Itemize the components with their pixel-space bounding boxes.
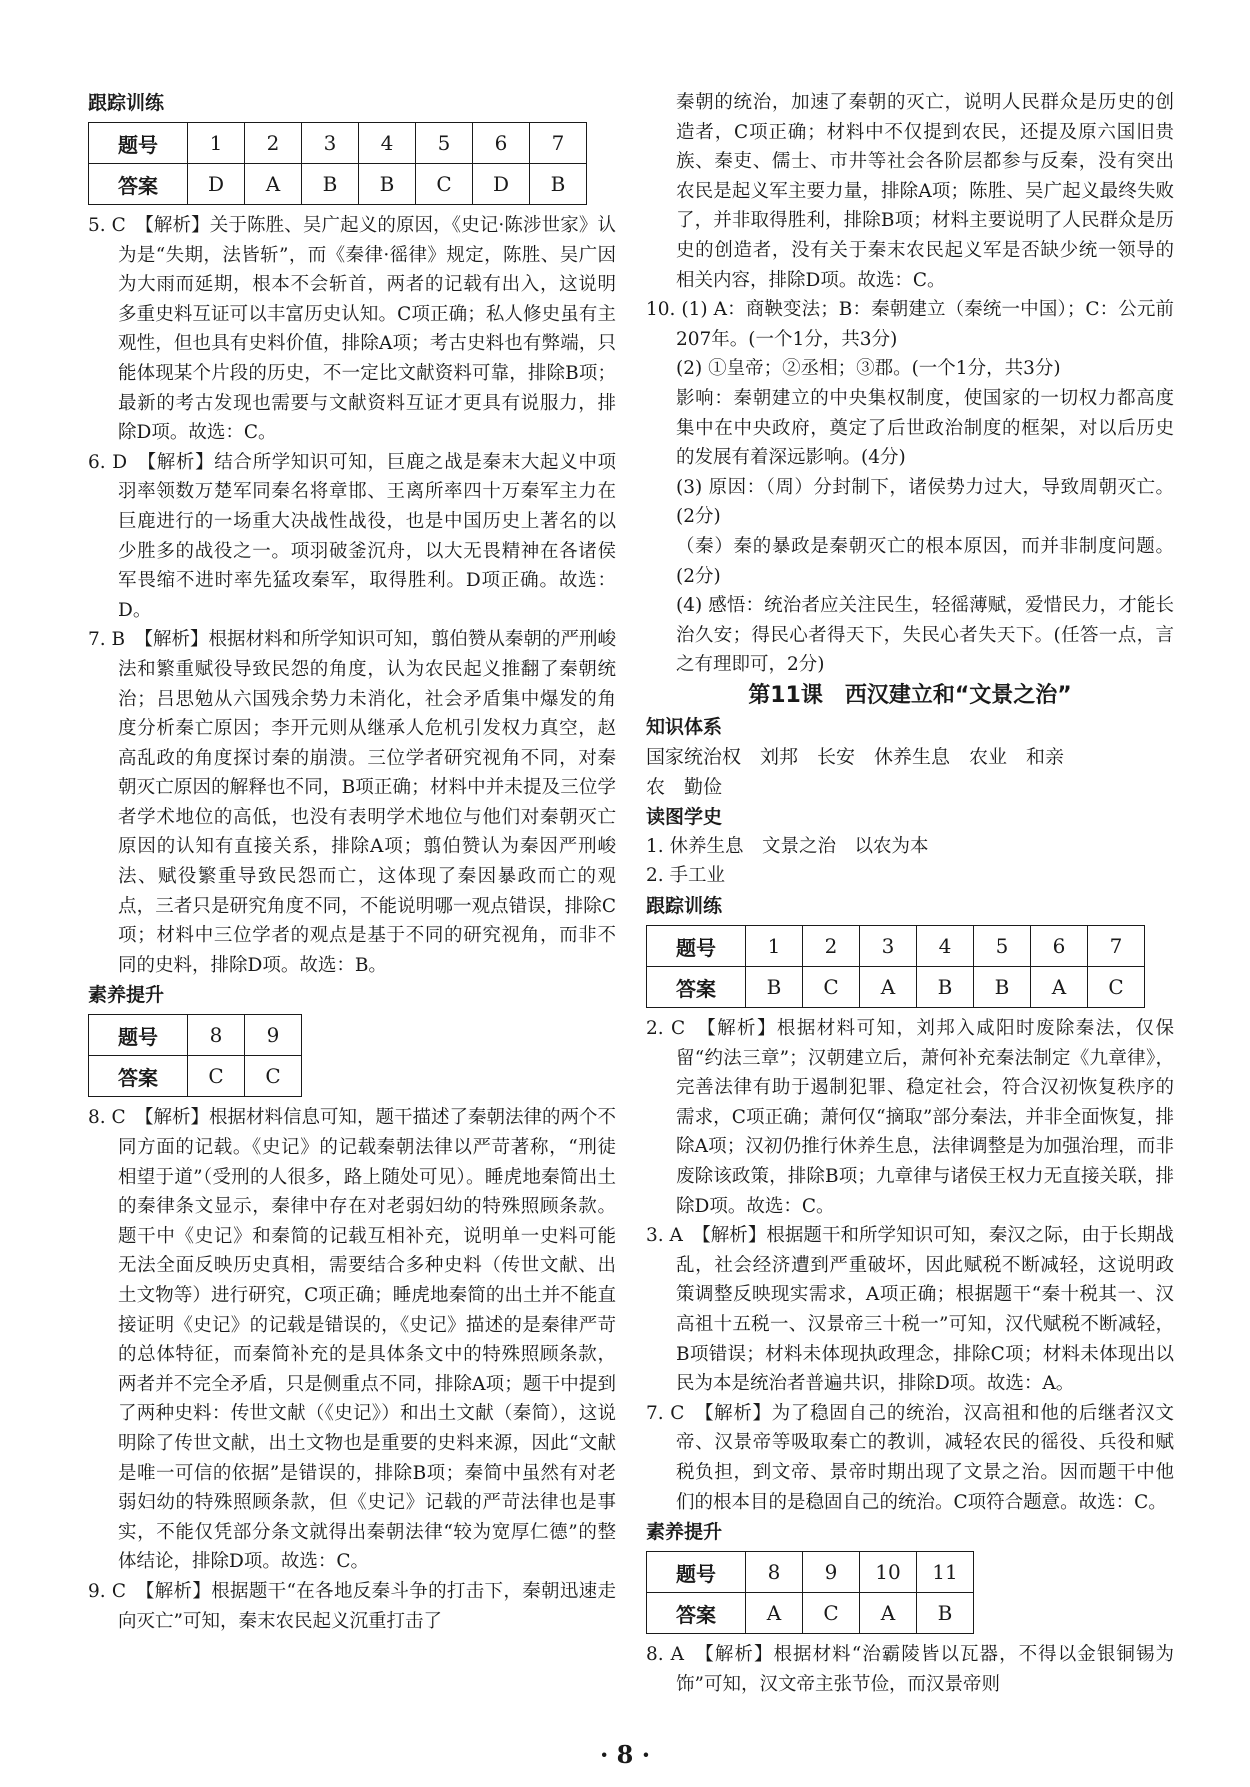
table-cell: B <box>974 967 1031 1008</box>
answer-q5: 5. C 【解析】关于陈胜、吴广起义的原因，《史记·陈涉世家》认为是“失期，法皆斩”，而《秦律·徭律》规定，陈胜、吴广因为大雨而延期，根本不会斩首，两者的记载有出入，这说明多重史料互证可以丰富历史认知。C项正确；私人修史虽有主观性，但也具有史料价值，排除A项；考古史料也有弊端，只能体现某个片段的历史，不一定比文献资料可靠，排除B项；最新的考古发现也需要与文献资料互证才更具有说服力，排除D项。故选：C。 <box>88 215 616 444</box>
answer-table-2 <box>88 1014 302 1097</box>
table-cell: A <box>860 967 917 1008</box>
answer-q6: 6. D 【解析】结合所学知识可知，巨鹿之战是秦末大起义中项羽率领数万楚军同秦名将章邯、王离所率四十万秦军主力在巨鹿进行的一场重大决战性战役，也是中国历史上著名的以少胜多的战役之一。项羽破釜沉舟，以大无畏精神在各诸侯军畏缩不进时率先猛攻秦军，取得胜利。D项正确。故选：D。 <box>88 451 616 621</box>
table-cell: B <box>917 967 974 1008</box>
table-cell: C <box>803 1593 860 1634</box>
section-title-knowledge: 知识体系 <box>646 715 723 738</box>
table-cell: 1 <box>746 926 803 967</box>
table-row <box>647 926 1145 967</box>
knowledge-keywords-line2: 农 勤俭 <box>646 775 723 798</box>
table-cell: B <box>530 164 587 205</box>
table-cell: 3 <box>302 123 359 164</box>
page-number: · 8 · <box>599 1740 651 1769</box>
table-cell: 2 <box>803 926 860 967</box>
table-header: 答案 <box>647 967 746 1008</box>
knowledge-keywords-line1: 国家统治权 刘邦 长安 休养生息 农业 和亲 <box>646 745 1065 768</box>
answer-q9: 9. C 【解析】根据题干“在各地反秦斗争的打击下，秦朝迅速走向灭亡”可知，秦末农民起义沉重打击了 <box>88 1580 616 1632</box>
table-cell: A <box>860 1593 917 1634</box>
table-header: 答案 <box>89 164 188 205</box>
table-cell: C <box>416 164 473 205</box>
section-title-literacy: 素养提升 <box>88 984 165 1007</box>
table-cell: B <box>302 164 359 205</box>
table-cell: 6 <box>1031 926 1088 967</box>
lesson-title: 第11课 西汉建立和“文景之治” <box>748 682 1072 708</box>
table-row <box>89 123 587 164</box>
answer-q10-part2: (2) ①皇帝；②丞相；③郡。(一个1分，共3分) <box>676 358 1061 380</box>
table-cell: B <box>917 1593 974 1634</box>
table-row <box>89 164 587 205</box>
table-cell: C <box>803 967 860 1008</box>
table-cell: 4 <box>359 123 416 164</box>
answer-q10-part4: (4) 感悟：统治者应关注民生，轻徭薄赋，爱惜民力，才能长治久安；得民心者得天下，失民心者失天下。(任答一点，言之有理即可，2分) <box>676 595 1174 676</box>
table-header: 题号 <box>89 1015 188 1056</box>
table-cell: 7 <box>1088 926 1145 967</box>
table-cell: 1 <box>188 123 245 164</box>
table-cell: 6 <box>473 123 530 164</box>
table-cell: 5 <box>416 123 473 164</box>
table-header: 答案 <box>89 1056 188 1097</box>
table-header: 题号 <box>89 123 188 164</box>
table-cell: A <box>245 164 302 205</box>
table-cell: D <box>473 164 530 205</box>
answer-q7: 7. B 【解析】根据材料和所学知识可知，翦伯赞从秦朝的严刑峻法和繁重赋役导致民怨的角度，认为农民起义推翻了秦朝统治；吕思勉从六国残余势力未消化，社会矛盾集中爆发的角度分析秦亡原因；李开元则从继承人危机引发权力真空，赵高乱政的角度探讨秦的崩溃。三位学者研究视角不同，对秦朝灭亡原因的解释也不同，B项正确；材料中并未提及三位学者学术地位的高低，也没有表明学术地位与他们对秦朝灭亡原因的认知有直接关系，排除A项；翦伯赞认为秦因严刑峻法、赋役繁重导致民怨而亡，这体现了秦因暴政而亡的观点，三者只是研究角度不同，不能说明哪一观点错误，排除C项；材料中三位学者的观点是基于不同的研究视角，而非不同的史料，排除D项。故选：B。 <box>88 629 616 976</box>
table-row <box>647 1552 974 1593</box>
table-cell: B <box>746 967 803 1008</box>
table-header: 答案 <box>647 1593 746 1634</box>
section-title-read-map: 读图学史 <box>646 805 723 828</box>
right-column <box>646 88 1174 1699</box>
answer-q10-part1: 10. (1) A：商鞅变法；B：秦朝建立（秦统一中国）；C：公元前207年。(一个1分，共3分) <box>646 299 1174 350</box>
table-cell: C <box>245 1056 302 1097</box>
answer-table-1 <box>88 122 587 205</box>
read-map-item-1: 1. 休养生息 文景之治 以农为本 <box>646 835 929 857</box>
table-cell: 11 <box>917 1552 974 1593</box>
table-cell: 2 <box>245 123 302 164</box>
answer-q10-part3-qin: （秦）秦的暴政是秦朝灭亡的根本原因，而并非制度问题。(2分) <box>676 535 1174 587</box>
table-cell: 4 <box>917 926 974 967</box>
read-map-item-2: 2. 手工业 <box>646 865 726 887</box>
table-cell: A <box>746 1593 803 1634</box>
answer-table-3 <box>646 925 1145 1008</box>
section-title-tracking: 跟踪训练 <box>88 92 165 114</box>
table-cell: 8 <box>746 1552 803 1593</box>
table-cell: 9 <box>245 1015 302 1056</box>
answer-r7: 7. C 【解析】为了稳固自己的统治，汉高祖和他的后继者汉文帝、汉景帝等吸取秦亡的教训，减轻农民的徭役、兵役和赋税负担，到文帝、景帝时期出现了文景之治。因而题干中他们的根本目的是稳固自己的统治。C项符合题意。故选：C。 <box>646 1402 1174 1513</box>
table-cell: 9 <box>803 1552 860 1593</box>
answer-q9-continued: 秦朝的统治，加速了秦朝的灭亡，说明人民群众是历史的创造者，C项正确；材料中不仅提到农民，还提及原六国旧贵族、秦吏、儒士、市井等社会各阶层都参与反秦，没有突出农民是起义军主要力量，排除A项；陈胜、吴广起义最终失败了，并非取得胜利，排除B项；材料主要说明了人民群众是历史的创造者，没有关于秦末农民起义军是否缺少统一领导的相关内容，排除D项。故选：C。 <box>676 92 1174 291</box>
table-header: 题号 <box>647 926 746 967</box>
answer-r8: 8. A 【解析】根据材料“治霸陵皆以瓦器，不得以金银铜锡为饰”可知，汉文帝主张节俭，而汉景帝则 <box>646 1644 1174 1695</box>
answer-q10-part2-impact: 影响：秦朝建立的中央集权制度，使国家的一切权力都高度集中在中央政府，奠定了后世政治制度的框架，对以后历史的发展有着深远影响。(4分) <box>676 387 1174 469</box>
section-title-tracking-2: 跟踪训练 <box>646 895 723 918</box>
table-cell: 3 <box>860 926 917 967</box>
table-cell: A <box>1031 967 1088 1008</box>
table-cell: D <box>188 164 245 205</box>
table-cell: C <box>188 1056 245 1097</box>
left-column <box>88 88 616 1636</box>
answer-r3: 3. A 【解析】根据题干和所学知识可知，秦汉之际，由于长期战乱，社会经济遭到严重破坏，因此赋税不断减轻，这说明政策调整反映现实需求，A项正确；根据题干“秦十税其一、汉高祖十五税一、汉景帝三十税一”可知，汉代赋税不断减轻，B项错误；材料未体现执政理念，排除C项；材料未体现出以民为本是统治者普遍共识，排除D项。故选：A。 <box>646 1225 1174 1395</box>
answer-q10-part3: (3) 原因：（周）分封制下，诸侯势力过大，导致周朝灭亡。(2分) <box>676 476 1174 528</box>
answer-r2: 2. C 【解析】根据材料可知，刘邦入咸阳时废除秦法，仅保留“约法三章”；汉朝建立后，萧何补充秦法制定《九章律》，完善法律有助于遏制犯罪、稳定社会，符合汉初恢复秩序的需求，C项正确；萧何仅“摘取”部分秦法，并非全面恢复，排除A项；汉初仍推行休养生息，法律调整是为加强治理，而非废除该政策，排除B项；九章律与诸侯王权力无直接关联，排除D项。故选：C。 <box>646 1018 1174 1217</box>
table-row <box>89 1015 302 1056</box>
table-row <box>647 967 1145 1008</box>
answer-q8: 8. C 【解析】根据材料信息可知，题干描述了秦朝法律的两个不同方面的记载。《史记》的记载秦朝法律以严苛著称，“刑徒相望于道”（受刑的人很多，路上随处可见）。睡虎地秦简出土的秦律条文显示，秦律中存在对老弱妇幼的特殊照顾条款。题干中《史记》和秦简的记载互相补充，说明单一史料可能无法全面反映历史真相，需要结合多种史料（传世文献、出土文物等）进行研究，C项正确；睡虎地秦简的出土并不能直接证明《史记》的记载是错误的，《史记》描述的是秦律严苛的总体特征，而秦简补充的是具体条文中的特殊照顾条款，两者并不完全矛盾，只是侧重点不同，排除A项；题干中提到了两种史料：传世文献（《史记》）和出土文献（秦简），这说明除了传世文献，出土文物也是重要的史料来源，因此“文献是唯一可信的依据”是错误的，排除B项；秦简中虽然有对老弱妇幼的特殊照顾条款，但《史记》记载的严苛法律也是事实，不能仅凭部分条文就得出秦朝法律“较为宽厚仁德”的整体结论，排除D项。故选：C。 <box>88 1107 616 1573</box>
table-cell: 8 <box>188 1015 245 1056</box>
table-cell: 5 <box>974 926 1031 967</box>
answer-table-4 <box>646 1551 974 1634</box>
table-cell: B <box>359 164 416 205</box>
table-cell: C <box>1088 967 1145 1008</box>
section-title-literacy-2: 素养提升 <box>646 1521 723 1544</box>
table-row <box>647 1593 974 1634</box>
table-row <box>89 1056 302 1097</box>
table-header: 题号 <box>647 1552 746 1593</box>
table-cell: 7 <box>530 123 587 164</box>
table-cell: 10 <box>860 1552 917 1593</box>
